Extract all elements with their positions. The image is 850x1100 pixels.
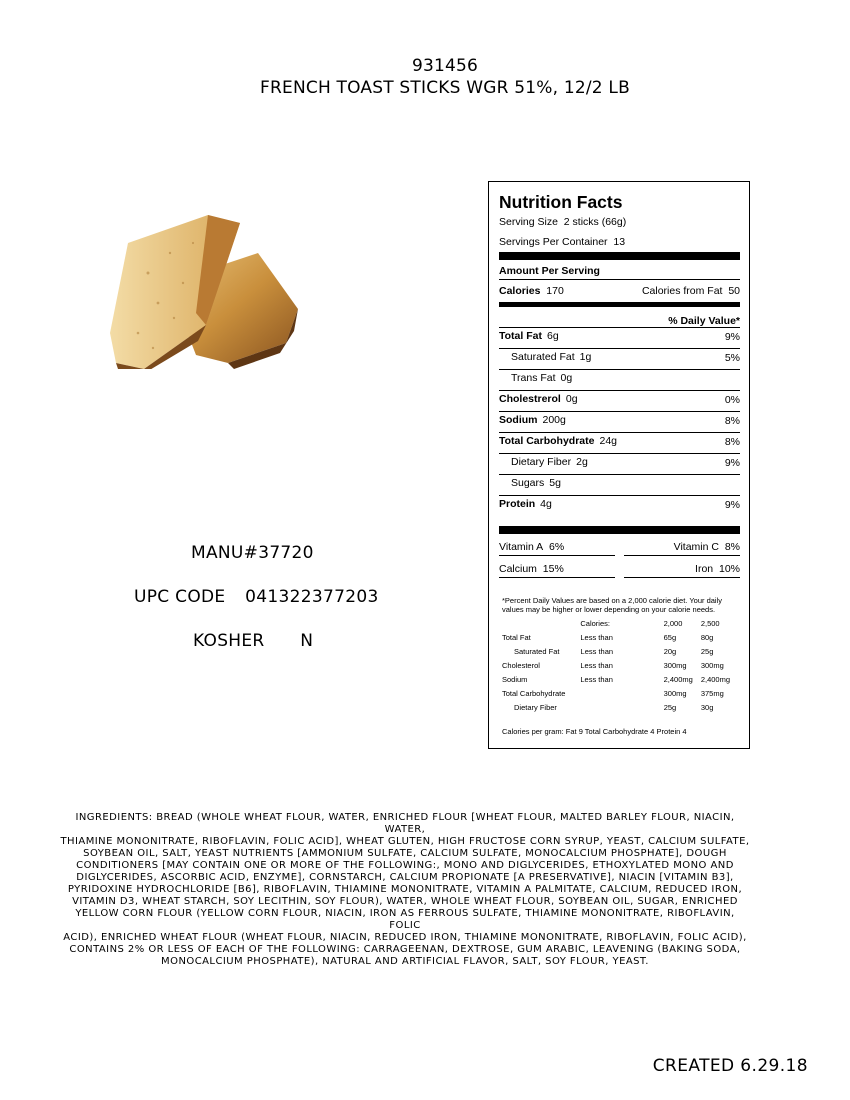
ingredients-line: INGREDIENTS: BREAD (WHOLE WHEAT FLOUR, WATER, ENRICHED FLOUR [WHEAT FLOUR, MALTED BARLEY FLOUR, NIACIN, (75, 812, 735, 823)
ingredients-line: MONOCALCIUM PHOSPHATE), NATURAL AND ARTIFICIAL FLAVOR, SALT, SOY FLOUR, YEAST. (161, 956, 649, 967)
nutrient-percent: 9% (724, 499, 740, 511)
servings-per-container (499, 236, 740, 248)
ingredients-line: ACID), ENRICHED WHEAT FLOUR (WHEAT FLOUR, NIACIN, REDUCED IRON, THIAMINE MONONITRATE, RIBOFLAVIN, FOLIC ACID), (63, 932, 747, 943)
nutrient-percent: 0% (724, 394, 740, 406)
ingredients-line: THIAMINE MONONITRATE, RIBOFLAVIN, FOLIC ACID], WHEAT GLUTEN, HIGH FRUCTOSE CORN SYRUP, YEAST, CALCIUM SULFATE, (60, 836, 750, 847)
daily-value-table-cell: 30g (700, 703, 714, 712)
nutrient-label: Total Fat (499, 330, 542, 342)
vitamin-percent: 6% (549, 541, 565, 553)
daily-value-table-cell: 375mg (700, 689, 724, 698)
nutrient-label: Dietary Fiber (511, 456, 572, 468)
divider-thick (499, 526, 740, 534)
vitamin-row (499, 556, 740, 578)
page-header (0, 55, 850, 99)
nutrient-amount: 200g (542, 414, 566, 426)
product-name: FRENCH TOAST STICKS WGR 51%, 12/2 LB (260, 78, 630, 98)
ingredients-statement (40, 812, 770, 968)
kosher-label: KOSHER (193, 631, 265, 651)
upc-code-line (134, 587, 379, 607)
nutrient-rows (499, 328, 740, 516)
vitamin-cell (499, 534, 615, 556)
nutrient-amount: 5g (549, 477, 561, 489)
daily-value-table-cell: Cholesterol (502, 661, 540, 670)
nutrient-percent: 8% (724, 436, 740, 448)
serving-size-label: Serving Size (499, 216, 558, 228)
manufacturer-number: MANU#37720 (191, 543, 314, 563)
nutrient-row (499, 496, 740, 516)
daily-value-footnote: *Percent Daily Values are based on a 2,000 calorie diet. Your daily values may be higher or lower depending on your calorie needs. (502, 596, 723, 614)
ingredients-line: YELLOW CORN FLOUR (YELLOW CORN FLOUR, NIACIN, IRON AS FERROUS SULFATE, THIAMINE MONONITRATE, RIBOFLAVIN, (75, 908, 735, 919)
ingredients-line: DIGLYCERIDES, ASCORBIC ACID, ENZYME], CORNSTARCH, CALCIUM PROPIONATE [A PRESERVATIVE], NIACIN [VITAMIN B3], (76, 872, 734, 883)
nutrient-amount: 1g (579, 351, 592, 363)
daily-value-table-cell: 25g (700, 647, 714, 656)
kosher-value: N (300, 631, 314, 651)
nutrient-label: Total Carbohydrate (499, 435, 595, 447)
daily-value-table (502, 617, 740, 715)
daily-value-table-cell: Saturated Fat (514, 647, 560, 656)
daily-value-table-cell: 2,400mg (700, 675, 731, 684)
vitamin-percent: 8% (724, 541, 740, 553)
nutrient-amount: 6g (546, 330, 559, 342)
vitamin-label: Vitamin C (673, 541, 719, 553)
amount-per-serving: Amount Per Serving (499, 260, 740, 280)
daily-value-table-cell: 2,400mg (663, 675, 693, 684)
nutrient-label: Saturated Fat (511, 351, 575, 363)
servings-value: 13 (613, 236, 626, 248)
daily-value-table-cell: Total Fat (502, 633, 531, 642)
daily-value-table-cell (502, 617, 580, 631)
daily-value-table-cell: Less than (580, 647, 614, 656)
daily-value-table-cell: 300mg (663, 689, 687, 698)
vitamin-label: Iron (695, 563, 714, 575)
daily-value-table-cell: 300mg (663, 661, 687, 670)
calories-label: Calories (499, 285, 541, 297)
vitamin-rows (499, 534, 740, 578)
divider-thick (499, 252, 740, 260)
nutrient-percent: 5% (724, 352, 740, 364)
daily-value-table-row (502, 701, 740, 715)
ingredients-line: SOYBEAN OIL, SALT, YEAST NUTRIENTS [AMMONIUM SULFATE, CALCIUM SULFATE, MONOCALCIUM PHOSPHATE], DOUGH (83, 848, 727, 859)
nutrient-amount: 0g (560, 372, 573, 384)
daily-value-table-cell: 25g (663, 703, 677, 712)
daily-value-table-cell: 80g (700, 633, 714, 642)
vitamin-row (499, 534, 740, 556)
nutrient-percent: 9% (724, 457, 740, 469)
calories-fat-label: Calories from Fat (641, 285, 723, 297)
daily-value-table-cell: Total Carbohydrate (502, 689, 566, 698)
daily-value-table-row (502, 631, 740, 645)
ingredients-line: FOLIC (389, 920, 421, 931)
daily-value-table-cell: 2,000 (663, 619, 683, 628)
serving-size (499, 216, 740, 228)
nutrient-amount: 2g (576, 456, 588, 468)
daily-value-table-cell: Less than (580, 675, 613, 684)
calories-fat-value: 50 (728, 285, 740, 297)
ingredients-line: CONDITIONERS [MAY CONTAIN ONE OR MORE OF THE FOLLOWING:, MONO AND DIGLYCERIDES, ETHOXYLATED MONO AND (76, 860, 734, 871)
nutrition-facts-panel (488, 181, 750, 749)
vitamin-label: Vitamin A (499, 541, 544, 553)
daily-value-header: % Daily Value* (499, 307, 740, 328)
daily-value-table-cell: Dietary Fiber (514, 703, 557, 712)
created-date: CREATED 6.29.18 (652, 1056, 808, 1076)
daily-value-table-cell: Calories: (580, 619, 610, 628)
vitamin-cell (499, 556, 615, 578)
ingredients-line: CONTAINS 2% OR LESS OF EACH OF THE FOLLOWING: CARRAGEENAN, DEXTROSE, GUM ARABIC, LEAVENING (BAKING SODA, (69, 944, 741, 955)
daily-value-table-cell: 20g (663, 647, 677, 656)
vitamin-cell (624, 534, 740, 556)
nutrient-percent: 9% (724, 331, 740, 343)
nutrient-amount: 24g (599, 435, 618, 447)
nutrition-facts-title: Nutrition Facts (499, 192, 623, 212)
daily-value-table-cell: Less than (580, 633, 613, 642)
daily-value-table-cell: 300mg (700, 661, 724, 670)
daily-value-table-row (502, 673, 740, 687)
daily-value-table-row (502, 645, 740, 659)
daily-value-table-row (502, 687, 740, 701)
vitamin-cell (624, 556, 740, 578)
daily-value-table-cell (580, 687, 663, 701)
kosher-line (193, 631, 313, 651)
daily-value-table-cell: Less than (580, 661, 613, 670)
vitamin-percent: 10% (718, 563, 740, 575)
nutrient-amount: 0g (565, 393, 578, 405)
calories-value: 170 (546, 285, 564, 297)
daily-value-table-cell: 2,500 (700, 619, 720, 628)
upc-label: UPC CODE (134, 587, 226, 607)
ingredients-line: VITAMIN D3, WHEAT STARCH, SOY LECITHIN, SOY FLOUR), WATER, WHOLE WHEAT FLOUR, SOYBEAN OIL, SUGAR, ENRICHED (72, 896, 738, 907)
nutrient-label: Sugars (511, 477, 545, 489)
daily-value-table-cell (581, 701, 664, 715)
nutrient-label: Sodium (499, 414, 538, 426)
daily-value-table-row (502, 659, 740, 673)
upc-value: 041322377203 (245, 587, 379, 607)
calories-per-gram: Calories per gram: Fat 9 Total Carbohydrate 4 Protein 4 (502, 727, 687, 736)
nutrient-label: Protein (499, 498, 536, 510)
servings-label: Servings Per Container (499, 236, 608, 248)
serving-size-value: 2 sticks (66g) (563, 216, 627, 228)
nutrient-percent: 8% (724, 415, 740, 427)
daily-value-table-row (502, 617, 740, 631)
french-toast-sticks-photo (108, 213, 300, 369)
nutrient-label: Trans Fat (511, 372, 556, 384)
nutrient-label: Cholestrerol (499, 393, 561, 405)
nutrient-amount: 4g (540, 498, 552, 510)
daily-value-table-cell: Sodium (502, 675, 528, 684)
calories-row (499, 280, 740, 302)
daily-value-table-cell: 65g (663, 633, 677, 642)
vitamin-percent: 15% (542, 563, 564, 575)
vitamin-label: Calcium (499, 563, 537, 575)
ingredients-line: PYRIDOXINE HYDROCHLORIDE [B6], RIBOFLAVIN, THIAMINE MONONITRATE, VITAMIN A PALMITATE, CALCIUM, REDUCED IRON, (67, 884, 743, 895)
ingredients-line: WATER, (384, 824, 426, 835)
item-number: 931456 (411, 56, 479, 76)
